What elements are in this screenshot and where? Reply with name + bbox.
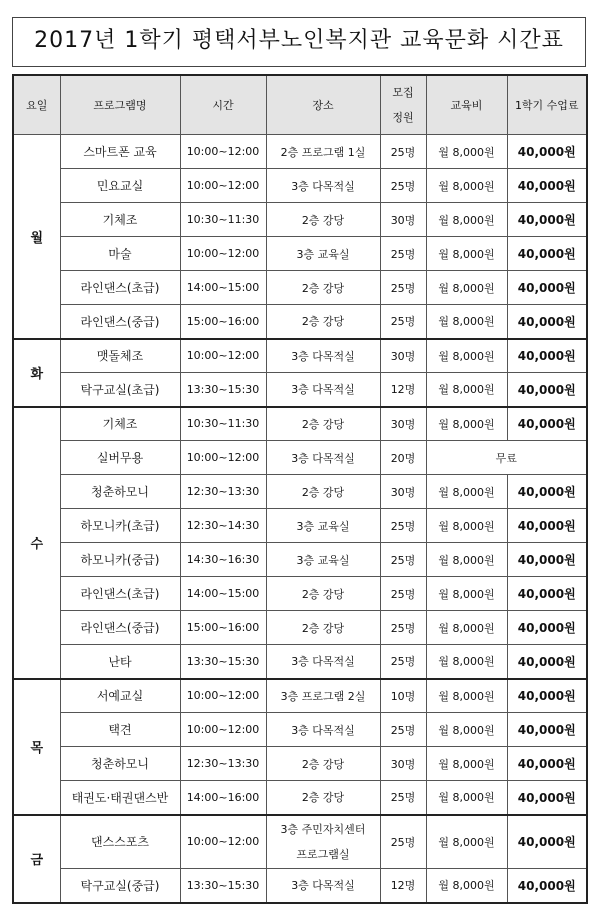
place-cell: 2층 프로그램 1실 bbox=[266, 135, 380, 169]
time-cell: 10:30~11:30 bbox=[180, 407, 266, 441]
capacity-cell: 25명 bbox=[380, 237, 426, 271]
tuition-cell: 월 8,000원 bbox=[426, 713, 507, 747]
time-cell: 13:30~15:30 bbox=[180, 373, 266, 407]
semester-fee-cell: 40,000원 bbox=[507, 237, 587, 271]
program-cell: 하모니카(중급) bbox=[60, 543, 180, 577]
time-cell: 14:00~15:00 bbox=[180, 271, 266, 305]
semester-fee-cell: 40,000원 bbox=[507, 169, 587, 203]
program-cell: 라인댄스(중급) bbox=[60, 611, 180, 645]
place-cell: 2층 강당 bbox=[266, 747, 380, 781]
header-time: 시간 bbox=[180, 75, 266, 135]
schedule-table bbox=[12, 74, 588, 904]
page-title: 2017년 1학기 평택서부노인복지관 교육문화 시간표 bbox=[12, 17, 586, 67]
table-row bbox=[13, 271, 587, 305]
program-cell: 스마트폰 교육 bbox=[60, 135, 180, 169]
tuition-cell: 월 8,000원 bbox=[426, 339, 507, 373]
tuition-cell: 월 8,000원 bbox=[426, 203, 507, 237]
capacity-cell: 30명 bbox=[380, 339, 426, 373]
table-row bbox=[13, 679, 587, 713]
tuition-cell: 월 8,000원 bbox=[426, 373, 507, 407]
time-cell: 13:30~15:30 bbox=[180, 645, 266, 679]
place-cell: 2층 강당 bbox=[266, 475, 380, 509]
day-cell: 목 bbox=[13, 679, 60, 815]
header-semester-fee: 1학기 수업료 bbox=[507, 75, 587, 135]
program-cell: 택견 bbox=[60, 713, 180, 747]
program-cell: 탁구교실(중급) bbox=[60, 869, 180, 903]
time-cell: 10:00~12:00 bbox=[180, 339, 266, 373]
semester-fee-cell: 40,000원 bbox=[507, 509, 587, 543]
place-cell: 2층 강당 bbox=[266, 611, 380, 645]
place-cell: 3층 다목적실 bbox=[266, 713, 380, 747]
table-row bbox=[13, 611, 587, 645]
time-cell: 13:30~15:30 bbox=[180, 869, 266, 903]
capacity-cell: 25명 bbox=[380, 577, 426, 611]
tuition-cell: 월 8,000원 bbox=[426, 611, 507, 645]
capacity-cell: 10명 bbox=[380, 679, 426, 713]
program-cell: 청춘하모니 bbox=[60, 475, 180, 509]
program-cell: 실버무용 bbox=[60, 441, 180, 475]
semester-fee-cell: 40,000원 bbox=[507, 611, 587, 645]
semester-fee-cell: 40,000원 bbox=[507, 781, 587, 815]
program-cell: 라인댄스(초급) bbox=[60, 577, 180, 611]
capacity-cell: 25명 bbox=[380, 305, 426, 339]
table-row bbox=[13, 339, 587, 373]
place-cell: 3층 교육실 bbox=[266, 237, 380, 271]
semester-fee-cell: 40,000원 bbox=[507, 577, 587, 611]
time-cell: 10:00~12:00 bbox=[180, 713, 266, 747]
day-cell: 금 bbox=[13, 815, 60, 903]
place-cell: 3층 다목적실 bbox=[266, 339, 380, 373]
header-row bbox=[13, 75, 587, 135]
tuition-cell: 월 8,000원 bbox=[426, 305, 507, 339]
day-cell: 화 bbox=[13, 339, 60, 407]
tuition-cell: 월 8,000원 bbox=[426, 747, 507, 781]
table-row bbox=[13, 577, 587, 611]
semester-fee-cell: 40,000원 bbox=[507, 869, 587, 903]
semester-fee-cell: 40,000원 bbox=[507, 271, 587, 305]
capacity-cell: 25명 bbox=[380, 713, 426, 747]
semester-fee-cell: 40,000원 bbox=[507, 679, 587, 713]
place-cell: 2층 강당 bbox=[266, 781, 380, 815]
day-cell: 수 bbox=[13, 407, 60, 679]
header-capacity bbox=[380, 75, 426, 135]
capacity-cell: 25명 bbox=[380, 169, 426, 203]
table-row bbox=[13, 237, 587, 271]
table-row bbox=[13, 475, 587, 509]
place-cell: 3층 교육실 bbox=[266, 543, 380, 577]
capacity-cell: 12명 bbox=[380, 373, 426, 407]
capacity-cell: 25명 bbox=[380, 611, 426, 645]
program-cell: 댄스스포츠 bbox=[60, 815, 180, 869]
semester-fee-cell: 40,000원 bbox=[507, 135, 587, 169]
table-row bbox=[13, 169, 587, 203]
time-cell: 10:00~12:00 bbox=[180, 441, 266, 475]
header-day: 요일 bbox=[13, 75, 60, 135]
tuition-cell: 월 8,000원 bbox=[426, 475, 507, 509]
time-cell: 15:00~16:00 bbox=[180, 611, 266, 645]
place-cell: 3층 다목적실 bbox=[266, 441, 380, 475]
free-cell: 무료 bbox=[426, 441, 587, 475]
program-cell: 라인댄스(초급) bbox=[60, 271, 180, 305]
program-cell: 난타 bbox=[60, 645, 180, 679]
time-cell: 14:30~16:30 bbox=[180, 543, 266, 577]
semester-fee-cell: 40,000원 bbox=[507, 747, 587, 781]
capacity-cell: 25명 bbox=[380, 781, 426, 815]
capacity-cell: 30명 bbox=[380, 475, 426, 509]
capacity-cell: 25명 bbox=[380, 509, 426, 543]
semester-fee-cell: 40,000원 bbox=[507, 407, 587, 441]
semester-fee-cell: 40,000원 bbox=[507, 475, 587, 509]
table-row bbox=[13, 203, 587, 237]
time-cell: 12:30~14:30 bbox=[180, 509, 266, 543]
tuition-cell: 월 8,000원 bbox=[426, 869, 507, 903]
semester-fee-cell: 40,000원 bbox=[507, 645, 587, 679]
header-program: 프로그램명 bbox=[60, 75, 180, 135]
table-row bbox=[13, 869, 587, 903]
program-cell: 라인댄스(중급) bbox=[60, 305, 180, 339]
table-row bbox=[13, 781, 587, 815]
program-cell: 민요교실 bbox=[60, 169, 180, 203]
time-cell: 10:00~12:00 bbox=[180, 815, 266, 869]
place-cell: 2층 강당 bbox=[266, 271, 380, 305]
capacity-cell: 25명 bbox=[380, 543, 426, 577]
program-cell: 기체조 bbox=[60, 407, 180, 441]
time-cell: 10:00~12:00 bbox=[180, 135, 266, 169]
semester-fee-cell: 40,000원 bbox=[507, 373, 587, 407]
program-cell: 탁구교실(초급) bbox=[60, 373, 180, 407]
semester-fee-cell: 40,000원 bbox=[507, 305, 587, 339]
place-cell bbox=[266, 815, 380, 869]
tuition-cell: 월 8,000원 bbox=[426, 577, 507, 611]
schedule-body bbox=[13, 135, 587, 903]
table-row bbox=[13, 407, 587, 441]
table-row bbox=[13, 543, 587, 577]
time-cell: 12:30~13:30 bbox=[180, 747, 266, 781]
program-cell: 하모니카(초급) bbox=[60, 509, 180, 543]
day-cell: 월 bbox=[13, 135, 60, 339]
header-capacity-line2: 정원 bbox=[392, 111, 414, 124]
semester-fee-cell: 40,000원 bbox=[507, 815, 587, 869]
capacity-cell: 30명 bbox=[380, 407, 426, 441]
place-cell: 3층 프로그램 2실 bbox=[266, 679, 380, 713]
table-row bbox=[13, 305, 587, 339]
tuition-cell: 월 8,000원 bbox=[426, 543, 507, 577]
time-cell: 10:30~11:30 bbox=[180, 203, 266, 237]
table-row bbox=[13, 815, 587, 869]
time-cell: 10:00~12:00 bbox=[180, 679, 266, 713]
table-row bbox=[13, 135, 587, 169]
table-row bbox=[13, 747, 587, 781]
tuition-cell: 월 8,000원 bbox=[426, 237, 507, 271]
tuition-cell: 월 8,000원 bbox=[426, 135, 507, 169]
semester-fee-cell: 40,000원 bbox=[507, 543, 587, 577]
table-row bbox=[13, 441, 587, 475]
place-cell: 3층 다목적실 bbox=[266, 373, 380, 407]
capacity-cell: 30명 bbox=[380, 203, 426, 237]
place-cell: 2층 강당 bbox=[266, 203, 380, 237]
table-row bbox=[13, 373, 587, 407]
time-cell: 10:00~12:00 bbox=[180, 169, 266, 203]
place-cell: 3층 다목적실 bbox=[266, 645, 380, 679]
capacity-cell: 25명 bbox=[380, 135, 426, 169]
header-place: 장소 bbox=[266, 75, 380, 135]
tuition-cell: 월 8,000원 bbox=[426, 509, 507, 543]
tuition-cell: 월 8,000원 bbox=[426, 815, 507, 869]
semester-fee-cell: 40,000원 bbox=[507, 203, 587, 237]
capacity-cell: 12명 bbox=[380, 869, 426, 903]
program-cell: 청춘하모니 bbox=[60, 747, 180, 781]
program-cell: 기체조 bbox=[60, 203, 180, 237]
capacity-cell: 25명 bbox=[380, 271, 426, 305]
program-cell: 맷돌체조 bbox=[60, 339, 180, 373]
capacity-cell: 25명 bbox=[380, 645, 426, 679]
table-row bbox=[13, 713, 587, 747]
place-line1: 3층 주민자치센터 bbox=[280, 822, 366, 836]
program-cell: 마술 bbox=[60, 237, 180, 271]
tuition-cell: 월 8,000원 bbox=[426, 645, 507, 679]
time-cell: 14:00~15:00 bbox=[180, 577, 266, 611]
semester-fee-cell: 40,000원 bbox=[507, 713, 587, 747]
table-row bbox=[13, 509, 587, 543]
place-cell: 2층 강당 bbox=[266, 577, 380, 611]
capacity-cell: 30명 bbox=[380, 747, 426, 781]
table-row bbox=[13, 645, 587, 679]
time-cell: 10:00~12:00 bbox=[180, 237, 266, 271]
time-cell: 14:00~16:00 bbox=[180, 781, 266, 815]
tuition-cell: 월 8,000원 bbox=[426, 407, 507, 441]
capacity-cell: 20명 bbox=[380, 441, 426, 475]
tuition-cell: 월 8,000원 bbox=[426, 169, 507, 203]
place-cell: 2층 강당 bbox=[266, 407, 380, 441]
capacity-cell: 25명 bbox=[380, 815, 426, 869]
place-cell: 3층 다목적실 bbox=[266, 869, 380, 903]
tuition-cell: 월 8,000원 bbox=[426, 781, 507, 815]
time-cell: 12:30~13:30 bbox=[180, 475, 266, 509]
place-cell: 3층 교육실 bbox=[266, 509, 380, 543]
place-cell: 3층 다목적실 bbox=[266, 169, 380, 203]
tuition-cell: 월 8,000원 bbox=[426, 679, 507, 713]
tuition-cell: 월 8,000원 bbox=[426, 271, 507, 305]
place-line2: 프로그램실 bbox=[296, 847, 350, 861]
program-cell: 서예교실 bbox=[60, 679, 180, 713]
semester-fee-cell: 40,000원 bbox=[507, 339, 587, 373]
program-cell: 태권도·태권댄스반 bbox=[60, 781, 180, 815]
place-cell: 2층 강당 bbox=[266, 305, 380, 339]
header-capacity-line1: 모집 bbox=[392, 86, 414, 99]
time-cell: 15:00~16:00 bbox=[180, 305, 266, 339]
header-tuition: 교육비 bbox=[426, 75, 507, 135]
